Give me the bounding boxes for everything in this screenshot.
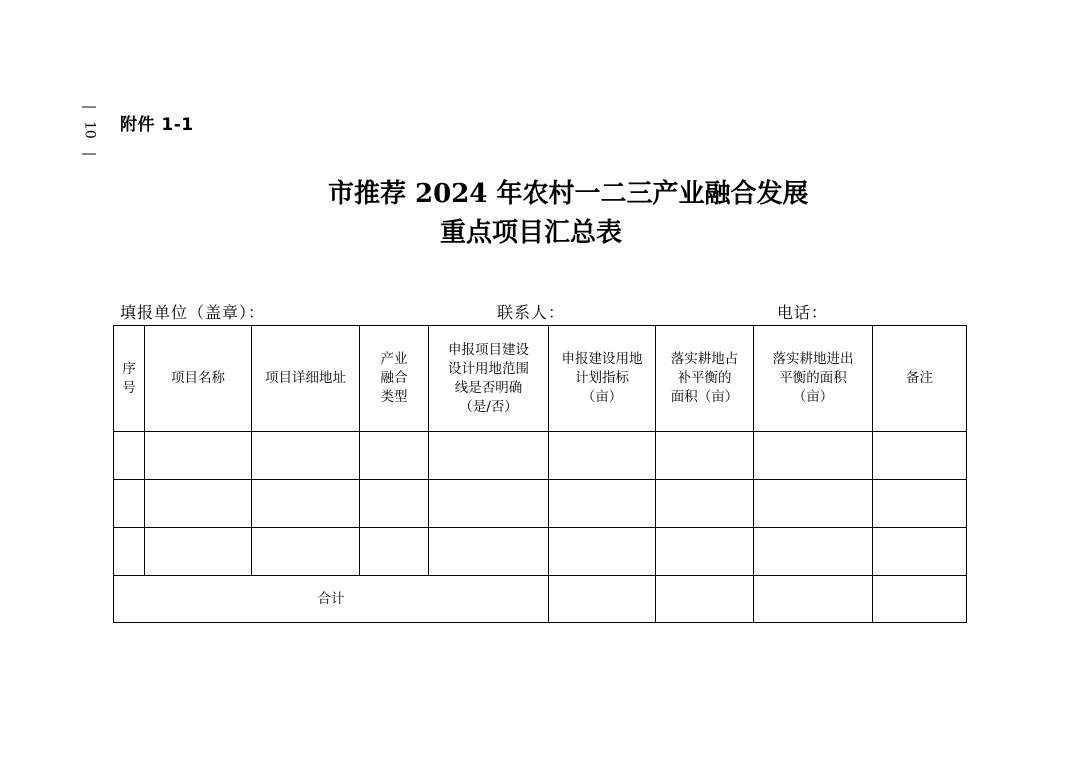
page-number-value: 10 <box>81 121 98 139</box>
table-cell[interactable] <box>754 432 873 480</box>
document-title-line2: 重点项目汇总表 <box>440 218 623 248</box>
table-cell[interactable] <box>252 528 360 576</box>
table-cell[interactable] <box>873 432 967 480</box>
table-row <box>114 528 967 576</box>
page-number-dash-top: — <box>81 97 97 115</box>
table-cell[interactable] <box>145 528 252 576</box>
table-cell[interactable] <box>873 480 967 528</box>
table-cell[interactable] <box>429 480 549 528</box>
table-cell[interactable] <box>549 432 656 480</box>
total-cell[interactable] <box>754 576 873 623</box>
table-cell[interactable] <box>656 480 754 528</box>
table-header-row <box>114 326 967 432</box>
table-cell[interactable] <box>429 432 549 480</box>
total-cell[interactable] <box>549 576 656 623</box>
table-cell[interactable] <box>114 480 145 528</box>
summary-table <box>113 325 967 623</box>
header-project-address: 项目详细地址 <box>252 326 360 432</box>
table-row <box>114 432 967 480</box>
header-industry-type: 产业 融合 类型 <box>360 326 429 432</box>
table-cell[interactable] <box>252 480 360 528</box>
header-farmland-balance-inout: 落实耕地进出 平衡的面积 （亩） <box>754 326 873 432</box>
header-farmland-balance-occupy: 落实耕地占 补平衡的 面积（亩） <box>656 326 754 432</box>
total-row <box>114 576 967 623</box>
header-land-quota: 申报建设用地 计划指标 （亩） <box>549 326 656 432</box>
table-cell[interactable] <box>145 432 252 480</box>
fill-contact-label: 联系人： <box>497 303 566 322</box>
document-title-line1: 市推荐 2024 年农村一二三产业融合发展 <box>328 179 809 209</box>
table-cell[interactable] <box>360 432 429 480</box>
total-label: 合计 <box>114 576 549 623</box>
table-cell[interactable] <box>145 480 252 528</box>
header-remarks: 备注 <box>873 326 967 432</box>
header-project-name: 项目名称 <box>145 326 252 432</box>
total-cell[interactable] <box>656 576 754 623</box>
table-cell[interactable] <box>656 528 754 576</box>
table-cell[interactable] <box>114 528 145 576</box>
table-row <box>114 480 967 528</box>
table-cell[interactable] <box>429 528 549 576</box>
total-cell[interactable] <box>873 576 967 623</box>
table-cell[interactable] <box>656 432 754 480</box>
table-cell[interactable] <box>360 528 429 576</box>
table-cell[interactable] <box>754 480 873 528</box>
page-number-dash-bottom: — <box>81 143 97 162</box>
table-cell[interactable] <box>114 432 145 480</box>
table-cell[interactable] <box>754 528 873 576</box>
header-serial-number: 序 号 <box>114 326 145 432</box>
header-land-boundary-clear: 申报项目建设 设计用地范围 线是否明确 （是/否） <box>429 326 549 432</box>
fill-unit-label: 填报单位（盖章）： <box>120 303 266 322</box>
table-cell[interactable] <box>549 528 656 576</box>
table-cell[interactable] <box>873 528 967 576</box>
table-cell[interactable] <box>252 432 360 480</box>
fill-phone-label: 电话： <box>777 303 829 322</box>
table-cell[interactable] <box>549 480 656 528</box>
page-number <box>78 98 100 162</box>
table-cell[interactable] <box>360 480 429 528</box>
attachment-label: 附件 1-1 <box>120 115 194 135</box>
